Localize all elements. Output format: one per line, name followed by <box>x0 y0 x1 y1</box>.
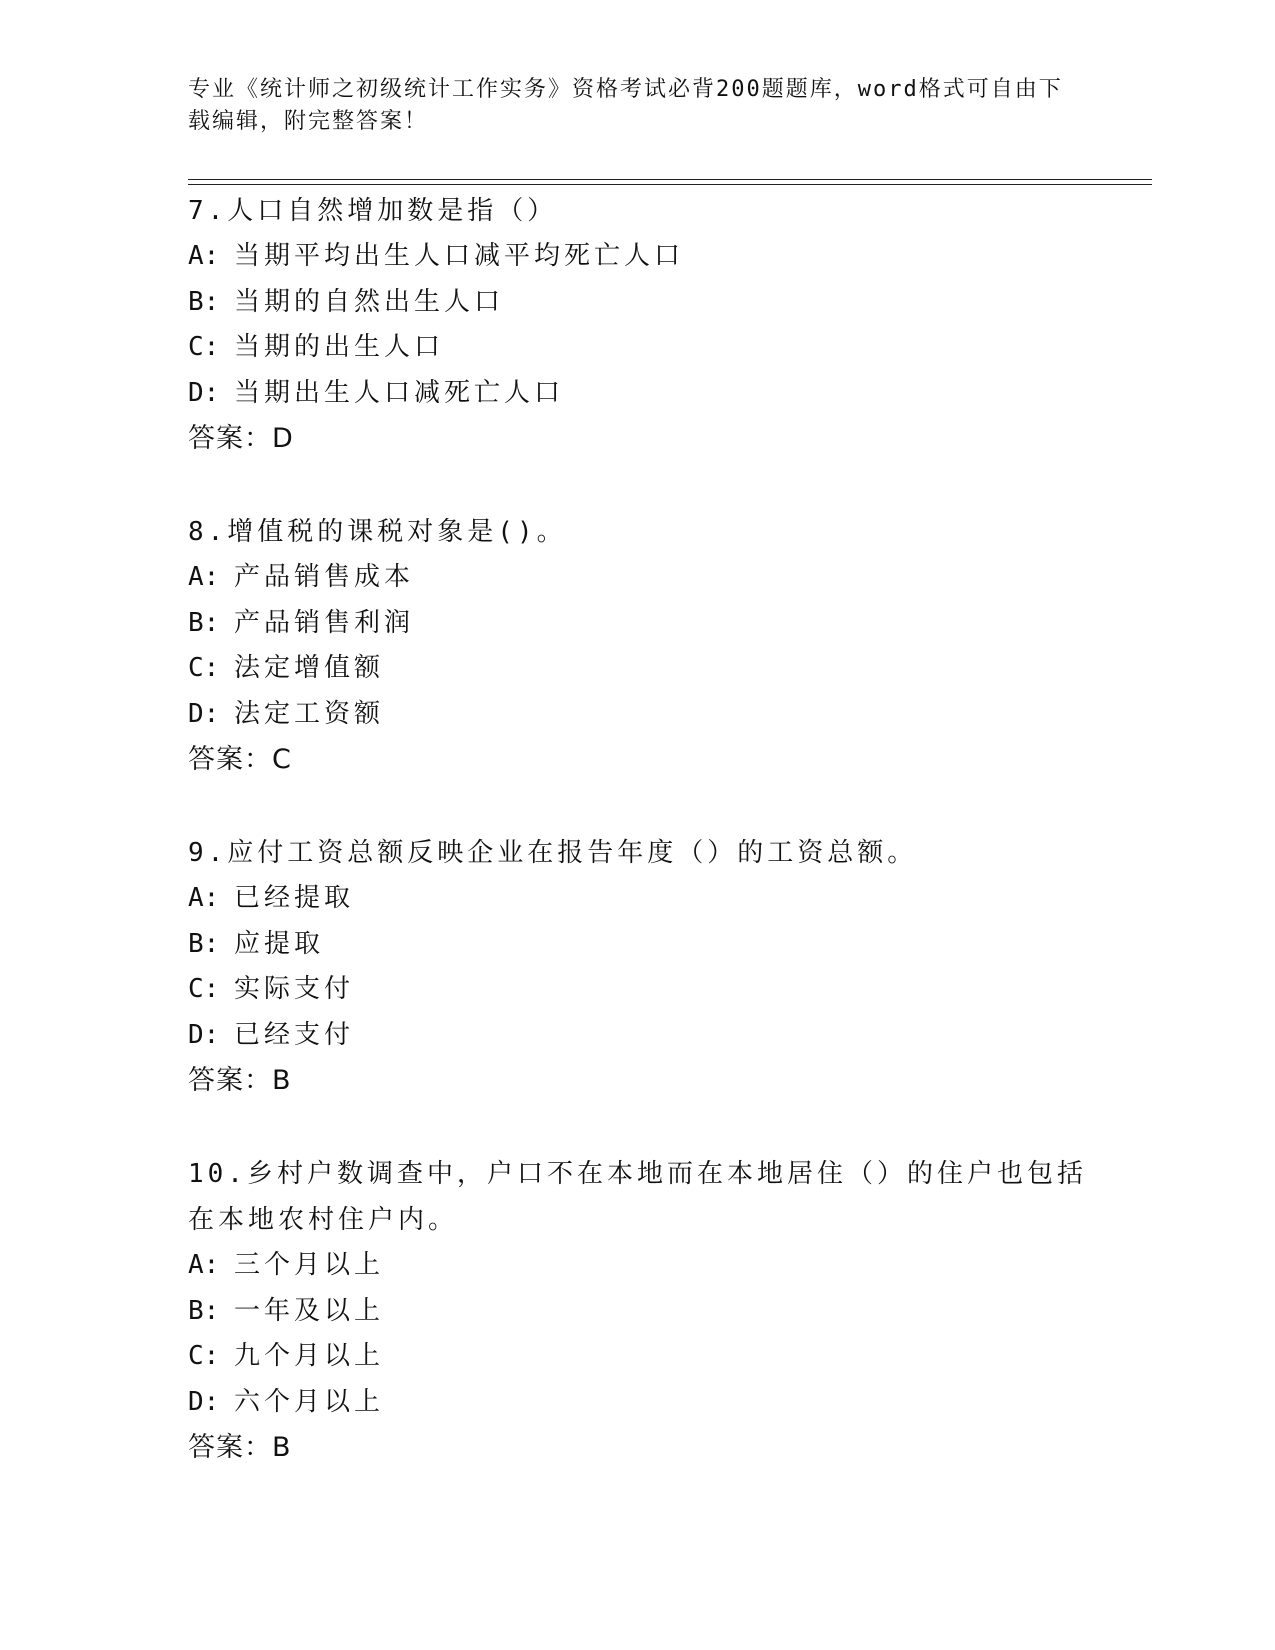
option-letter: C: <box>188 1341 220 1371</box>
option-letter: D: <box>188 1019 220 1050</box>
option-a <box>188 234 1108 280</box>
option-text: 产品销售利润 <box>234 607 415 638</box>
option-text: 已经提取 <box>234 883 355 913</box>
option-c <box>188 646 1108 692</box>
option-a <box>188 1243 1108 1289</box>
question-8 <box>188 509 1108 783</box>
question-9 <box>188 830 1108 1104</box>
option-text: 六个月以上 <box>234 1386 385 1417</box>
option-text: 当期的自然出生人口 <box>234 286 505 317</box>
option-text: 应提取 <box>234 928 325 959</box>
option-letter: B: <box>188 1295 220 1326</box>
question-7 <box>188 188 1108 462</box>
option-b <box>188 280 1108 326</box>
question-text: 10.乡村户数调查中，户口不在本地而在本地居住（）的住户也包括在本地农村住户内。 <box>188 1159 1087 1235</box>
option-text: 法定增值额 <box>234 653 385 683</box>
option-a <box>188 555 1108 601</box>
option-letter: C: <box>188 653 220 683</box>
option-c <box>188 967 1108 1013</box>
answer-line: 答案：D <box>188 423 294 454</box>
option-letter: C: <box>188 974 220 1004</box>
option-letter: D: <box>188 1386 220 1417</box>
question-list <box>188 188 1108 1518</box>
option-c <box>188 1334 1108 1380</box>
option-d <box>188 371 1108 417</box>
question-text: 8.增值税的课税对象是()。 <box>188 517 567 547</box>
document-intro: 专业《统计师之初级统计工作实务》资格考试必背200题题库，word格式可自由下载编辑，附完整答案！ <box>188 77 1063 134</box>
header-divider-top <box>188 179 1152 180</box>
question-text: 7.人口自然增加数是指（） <box>188 196 558 226</box>
option-text: 法定工资额 <box>234 698 385 729</box>
option-d <box>188 1013 1108 1059</box>
option-letter: A: <box>188 241 220 271</box>
answer-line: 答案：C <box>188 744 292 775</box>
option-d <box>188 1380 1108 1426</box>
answer-line: 答案：B <box>188 1432 292 1463</box>
option-text: 当期的出生人口 <box>234 332 445 362</box>
option-letter: A: <box>188 1250 220 1280</box>
question-10 <box>188 1151 1108 1471</box>
option-c <box>188 325 1108 371</box>
option-text: 一年及以上 <box>234 1295 385 1326</box>
option-letter: A: <box>188 883 220 913</box>
option-b <box>188 922 1108 968</box>
option-text: 当期出生人口减死亡人口 <box>234 377 565 408</box>
option-text: 产品销售成本 <box>234 562 415 592</box>
answer-line: 答案：B <box>188 1065 292 1096</box>
option-text: 三个月以上 <box>234 1250 385 1280</box>
option-d <box>188 692 1108 738</box>
option-letter: B: <box>188 928 220 959</box>
option-letter: C: <box>188 332 220 362</box>
option-a <box>188 876 1108 922</box>
option-letter: D: <box>188 698 220 729</box>
option-text: 九个月以上 <box>234 1341 385 1371</box>
option-text: 当期平均出生人口减平均死亡人口 <box>234 241 685 271</box>
option-letter: B: <box>188 607 220 638</box>
option-letter: D: <box>188 377 220 408</box>
option-text: 实际支付 <box>234 974 355 1004</box>
header-divider-bottom <box>188 184 1152 185</box>
option-letter: B: <box>188 286 220 317</box>
question-text: 9.应付工资总额反映企业在报告年度（）的工资总额。 <box>188 838 918 868</box>
option-letter: A: <box>188 562 220 592</box>
option-b <box>188 601 1108 647</box>
option-b <box>188 1289 1108 1335</box>
option-text: 已经支付 <box>234 1019 355 1050</box>
